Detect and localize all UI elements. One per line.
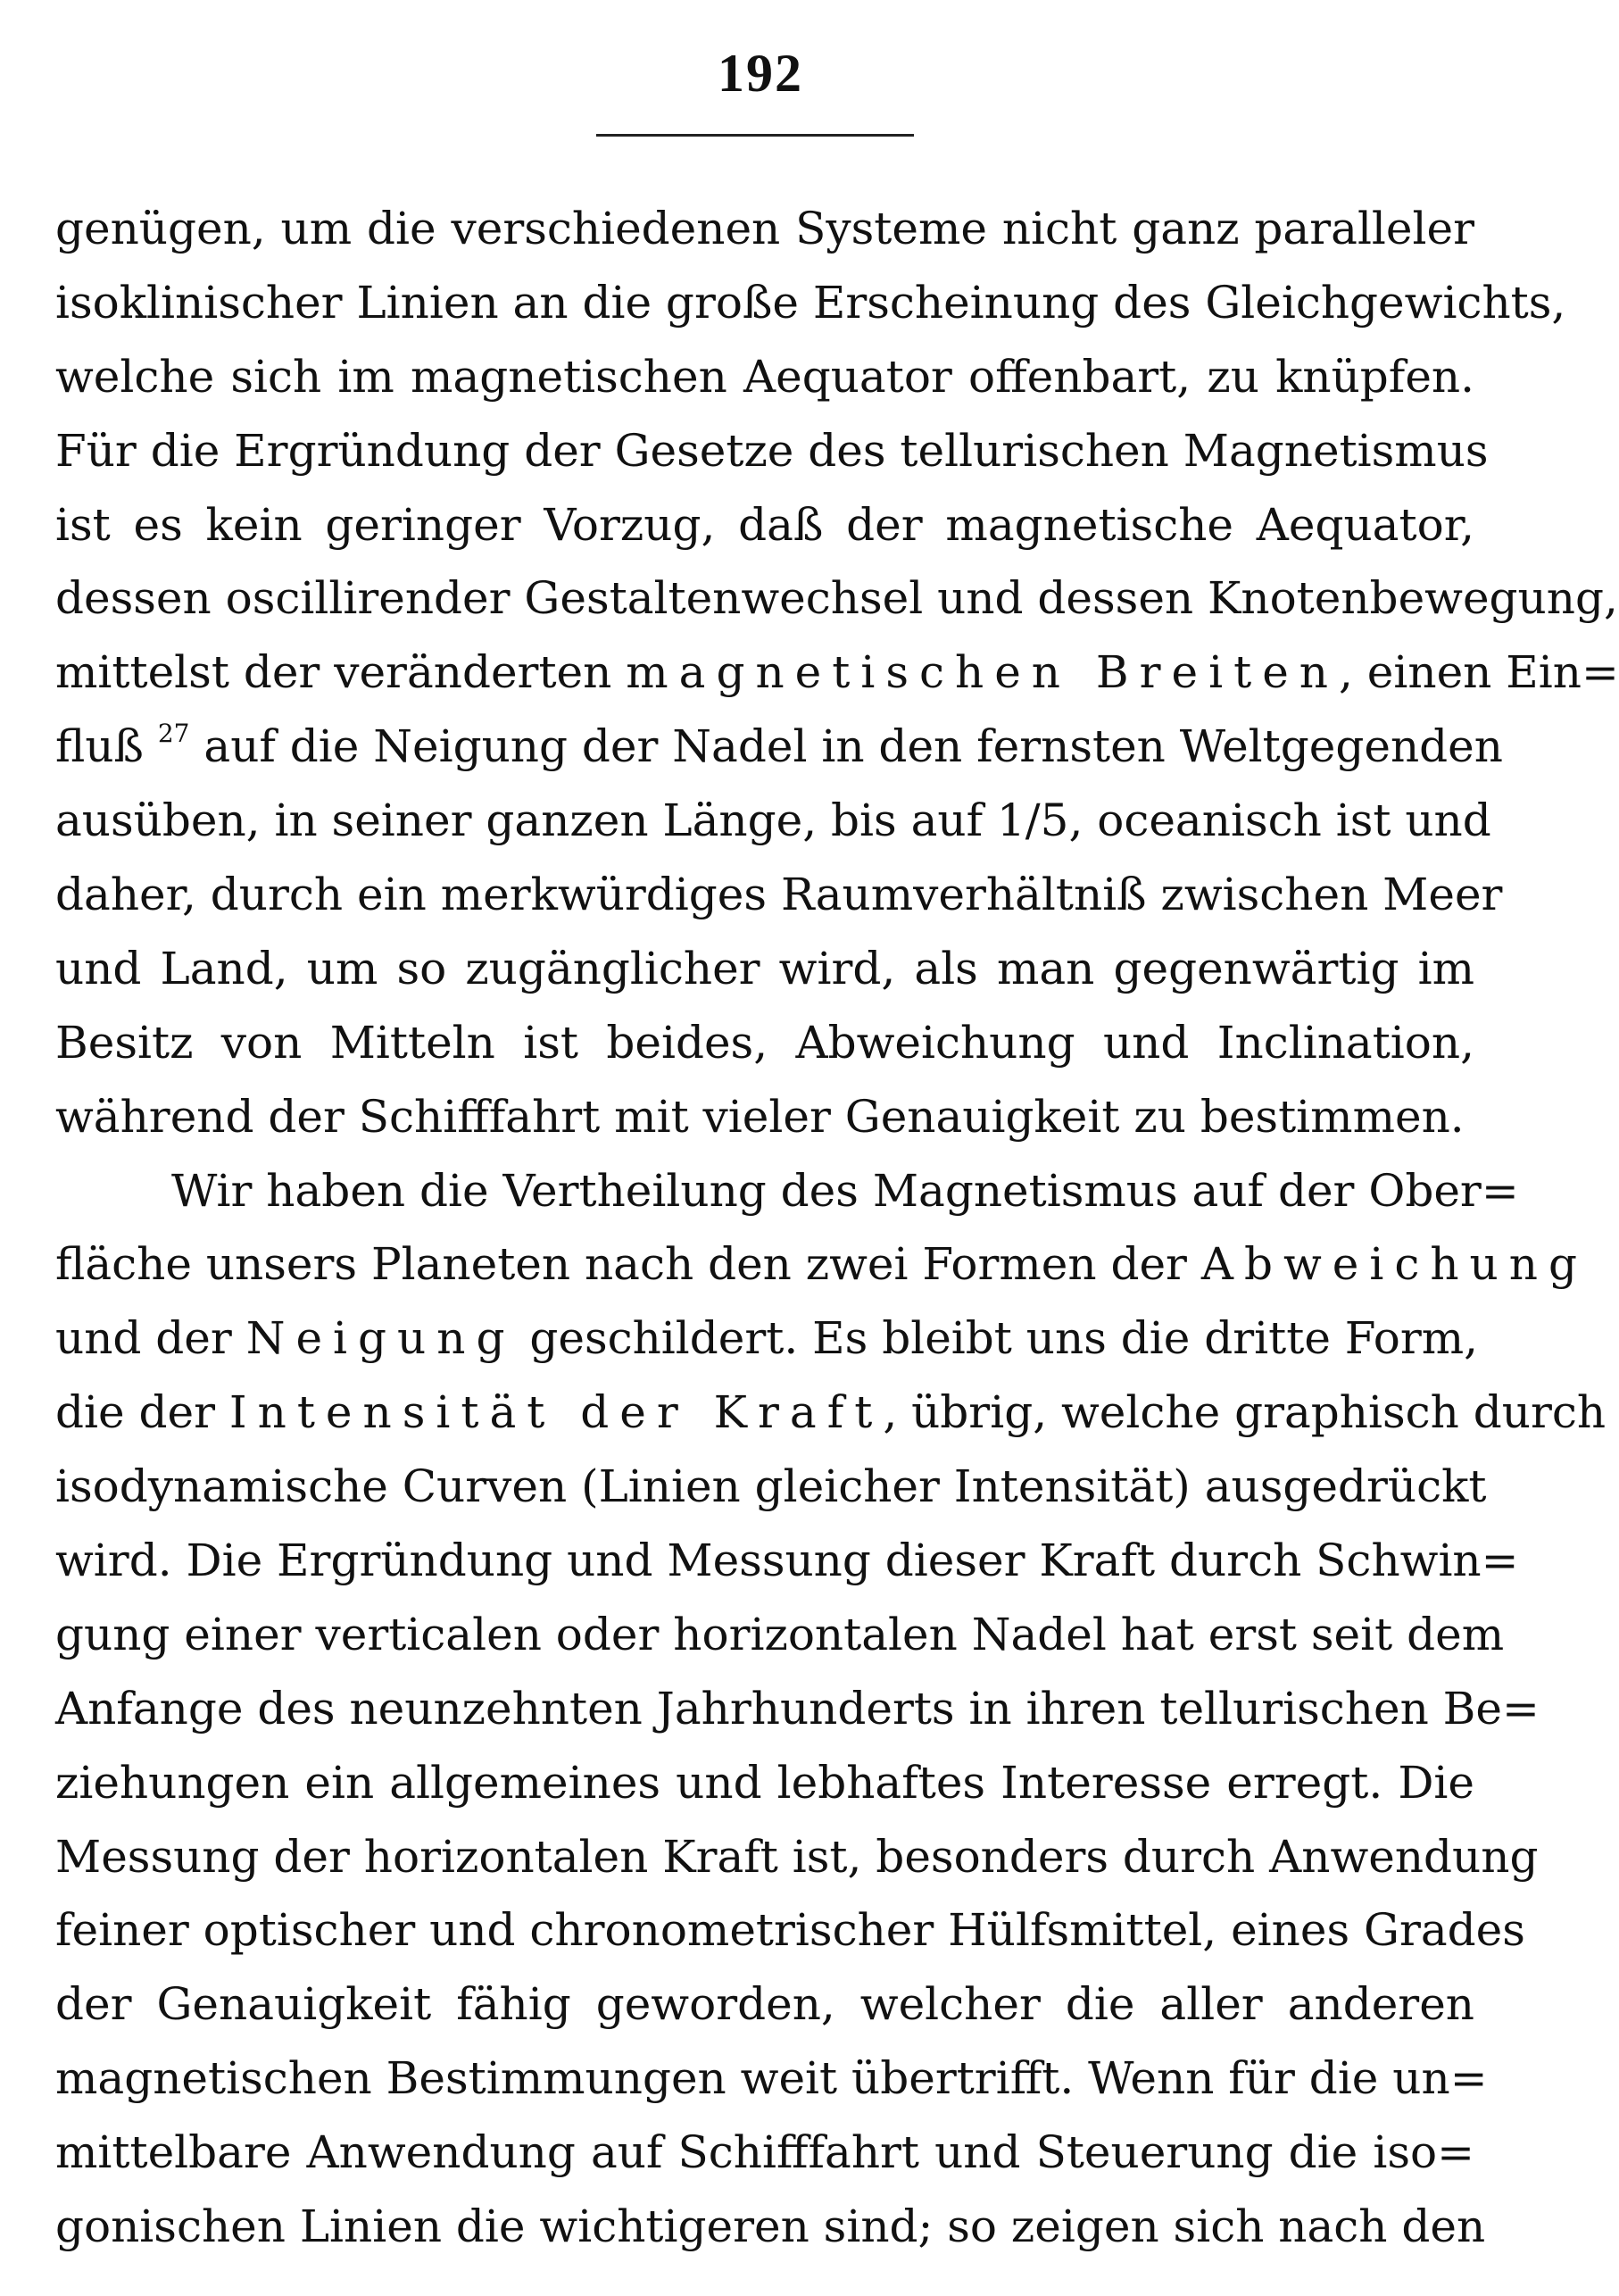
text-line: wird. Die Ergründung und Messung dieser Kraft durch Schwin= bbox=[55, 1535, 1519, 1587]
text-line: Für die Ergründung der Gesetze des tellurischen Magnetismus bbox=[55, 424, 1489, 477]
text-line: isodynamische Curven (Linien gleicher Intensität) ausgedrückt bbox=[55, 1460, 1487, 1513]
text-line: der Genauigkeit fähig geworden, welcher die aller anderen bbox=[55, 1978, 1474, 2031]
fraction: 1/5 bbox=[996, 794, 1069, 847]
spaced-emphasis: magnetischen Breiten bbox=[626, 646, 1339, 699]
text-line: ziehungen ein allgemeines und lebhaftes Interesse erregt. Die bbox=[55, 1756, 1474, 1809]
spaced-emphasis: Intensität der Kraft bbox=[228, 1386, 884, 1439]
text-line: und der Neigung geschildert. Es bleibt uns die dritte Form, bbox=[55, 1312, 1479, 1365]
text-line: fluß $^{27}$ auf die Neigung der Nadel in den fernsten Weltgegenden bbox=[55, 719, 1503, 773]
text-line: gonischen Linien die wichtigeren sind; so zeigen sich nach den bbox=[55, 2200, 1486, 2253]
header-rule bbox=[596, 134, 914, 137]
text-line: ist es kein geringer Vorzug, daß der magnetische Aequator, bbox=[55, 498, 1474, 551]
paragraph-end-line: während der Schifffahrt mit vieler Genauigkeit zu bestimmen. bbox=[55, 1090, 1465, 1143]
text-line: ausüben, in seiner ganzen Länge, bis auf 1/5, oceanisch ist und bbox=[55, 794, 1491, 847]
body-text bbox=[55, 192, 1619, 2264]
text-line: gung einer verticalen oder horizontalen Nadel hat erst seit dem bbox=[55, 1608, 1505, 1660]
text-line: isoklinischer Linien an die große Erscheinung des Gleichgewichts, bbox=[55, 276, 1566, 329]
text-line: mittelst der veränderten magnetischen Breiten, einen Ein= bbox=[55, 646, 1619, 699]
text-line: feiner optischer und chronometrischer Hülfsmittel, eines Grades bbox=[55, 1904, 1525, 1957]
text-line: mittelbare Anwendung auf Schifffahrt und Steuerung die iso= bbox=[55, 2126, 1474, 2179]
text-line: daher, durch ein merkwürdiges Raumverhältniß zwischen Meer bbox=[55, 869, 1503, 921]
page-number: 192 bbox=[718, 44, 803, 103]
text-line: Anfange des neunzehnten Jahrhunderts in ihren tellurischen Be= bbox=[55, 1682, 1540, 1734]
text-line: Messung der horizontalen Kraft ist, besonders durch Anwendung bbox=[55, 1830, 1539, 1883]
text-line: genügen, um die verschiedenen Systeme nicht ganz paralleler bbox=[55, 203, 1474, 254]
footnote-reference: 27 bbox=[157, 719, 190, 749]
paragraph-start-line: Wir haben die Vertheilung des Magnetismus auf der Ober= bbox=[171, 1164, 1519, 1217]
text-line: Besitz von Mitteln ist beides, Abweichung und Inclination, bbox=[55, 1016, 1474, 1069]
text-line: dessen oscillirender Gestaltenwechsel und dessen Knotenbewegung, bbox=[55, 572, 1618, 625]
spaced-emphasis: Abweichung bbox=[1200, 1238, 1588, 1291]
text-line: und Land, um so zugänglicher wird, als man gegenwärtig im bbox=[55, 942, 1474, 994]
text-line: die der Intensität der Kraft, übrig, welche graphisch durch bbox=[55, 1386, 1607, 1439]
text-line: magnetischen Bestimmungen weit übertrifft. Wenn für die un= bbox=[55, 2052, 1488, 2105]
spaced-emphasis: Neigung bbox=[245, 1312, 516, 1365]
text-line: fläche unsers Planeten nach den zwei Formen der Abweichung bbox=[55, 1238, 1588, 1291]
text-line: welche sich im magnetischen Aequator offenbart, zu knüpfen. bbox=[55, 350, 1474, 403]
